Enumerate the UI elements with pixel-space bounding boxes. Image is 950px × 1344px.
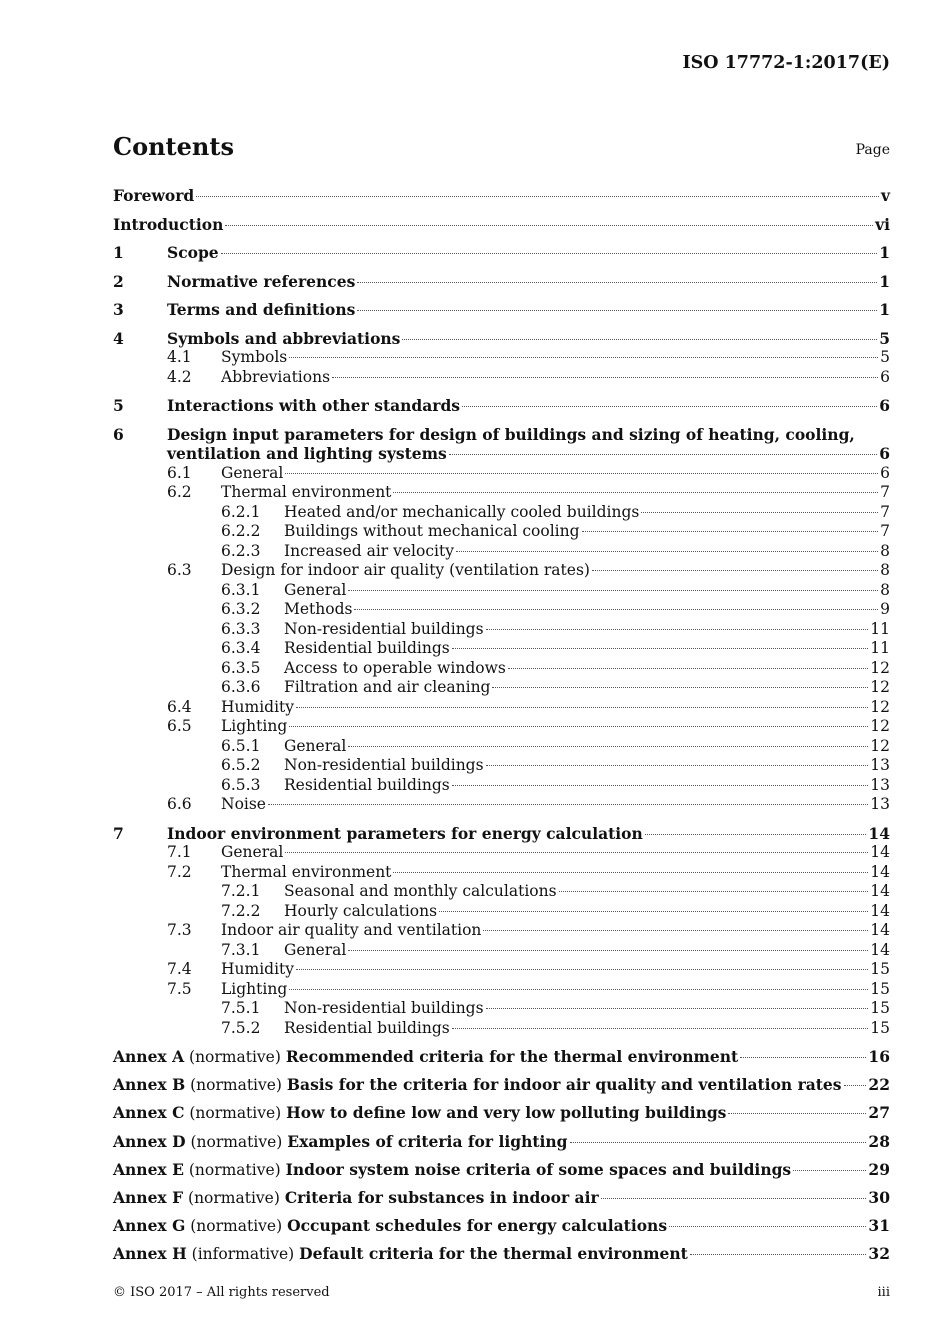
- section-number: 4.2: [167, 367, 192, 386]
- toc-entry-title: Thermal environment: [221, 862, 392, 881]
- toc-entry-section-7[interactable]: [113, 824, 890, 844]
- section-number: 6: [113, 424, 124, 444]
- section-number: 6.5.3: [221, 775, 261, 794]
- toc-entry-section-6-line1[interactable]: [113, 425, 890, 445]
- section-number: 6.3.5: [221, 658, 261, 677]
- toc-entry-page: 12: [870, 717, 890, 735]
- toc-entry-title: General: [284, 736, 347, 755]
- toc-entry-section-2[interactable]: [113, 272, 890, 292]
- dot-leader: [456, 551, 878, 552]
- dot-leader: [483, 930, 868, 931]
- toc-entry-page: 8: [880, 541, 890, 560]
- annex-label: Annex D: [113, 1131, 186, 1151]
- toc-entry-annex[interactable]: [113, 1132, 890, 1152]
- toc-entry-title: Normative references: [167, 271, 356, 291]
- section-number: 7.5.2: [221, 1018, 261, 1037]
- section-number: 6.2.2: [221, 522, 261, 540]
- dot-leader: [289, 989, 868, 990]
- toc-entry-subsection[interactable]: [113, 542, 890, 562]
- toc-entry-page: 12: [870, 736, 890, 755]
- toc-entry-title: Hourly calculations: [284, 901, 438, 920]
- annex-label: Annex E: [113, 1159, 184, 1179]
- toc-entry-page: 8: [880, 561, 890, 579]
- toc-entry-title: Access to operable windows: [284, 658, 506, 677]
- dot-leader: [452, 648, 869, 649]
- dot-leader: [296, 969, 868, 970]
- annex-type: (informative): [191, 1245, 295, 1264]
- toc-entry-page: 15: [870, 1018, 890, 1037]
- section-number: 6.5.2: [221, 756, 261, 774]
- toc-entry-subsection[interactable]: [113, 639, 890, 659]
- toc-entry-subsection[interactable]: [113, 698, 890, 718]
- annex-type: (normative): [189, 1048, 281, 1066]
- toc-entry-page: 22: [868, 1075, 890, 1095]
- toc-entry-page: 8: [880, 580, 890, 599]
- toc-entry-introduction[interactable]: [113, 215, 890, 235]
- toc-entry-title: Filtration and air cleaning: [284, 678, 491, 696]
- section-number: 6.6: [167, 795, 192, 813]
- toc-entry-title: Introduction: [113, 214, 224, 234]
- toc-entry-page: 7: [880, 502, 890, 521]
- toc-entry-title: Design input parameters for design of buildings and sizing of heating, cooling,: [167, 424, 855, 444]
- annex-title: Indoor system noise criteria of some spaces and buildings: [285, 1159, 792, 1179]
- toc-entry-title: [113, 1075, 842, 1096]
- toc-entry-title: Lighting: [221, 979, 288, 998]
- dot-leader: [728, 1113, 866, 1114]
- dot-leader: [357, 310, 877, 311]
- toc-entry-title: General: [221, 843, 284, 861]
- toc-entry-page: 14: [870, 901, 890, 920]
- toc-entry-page: 9: [880, 600, 890, 618]
- section-7-subentries: [113, 843, 890, 1038]
- toc-entry-title: [113, 1188, 599, 1209]
- toc-entry-page: 1: [879, 243, 890, 262]
- dot-leader: [669, 1226, 866, 1227]
- dot-leader: [221, 253, 878, 254]
- section-number: 7.3.1: [221, 940, 261, 959]
- section-number: 6.2: [167, 483, 192, 501]
- toc-entry-title: Abbreviations: [221, 367, 331, 386]
- toc-entry-title-continued: ventilation and lighting systems: [167, 444, 447, 463]
- section-number: 1: [113, 243, 124, 262]
- toc-entry-page: 7: [880, 483, 890, 501]
- section-number: 7.4: [167, 960, 192, 978]
- toc-entry-annex[interactable]: [113, 1216, 890, 1236]
- dot-leader: [452, 785, 869, 786]
- toc-entry-title: [113, 1132, 568, 1153]
- toc-entry-page: 6: [880, 463, 890, 482]
- toc-entry-title: General: [221, 463, 284, 482]
- toc-entry-page: 14: [870, 882, 890, 900]
- toc-entry-page: 5: [880, 348, 890, 366]
- toc-entry-title: [113, 1047, 738, 1068]
- toc-entry-page: 14: [870, 921, 890, 939]
- section-number: 6.1: [167, 463, 192, 482]
- toc-entry-page: 14: [870, 940, 890, 959]
- section-number: 7.2.2: [221, 901, 261, 920]
- annex-label: Annex H: [113, 1244, 187, 1264]
- toc-entry-page: 15: [870, 960, 890, 978]
- annex-type: (normative): [188, 1160, 281, 1179]
- toc-entry-subsection[interactable]: [113, 980, 890, 1000]
- section-number: 6.3.3: [221, 619, 261, 638]
- toc-entry-page: 29: [868, 1159, 890, 1179]
- section-number: 7.3: [167, 921, 192, 939]
- toc-entry-title: Non-residential buildings: [284, 999, 484, 1017]
- toc-entry-title: Indoor air quality and ventilation: [221, 921, 482, 939]
- annex-title: Examples of criteria for lighting: [287, 1131, 568, 1151]
- dot-leader: [393, 872, 868, 873]
- toc-entry-subsection[interactable]: [113, 581, 890, 601]
- toc-entry-title: Symbols: [221, 348, 288, 366]
- dot-leader: [439, 911, 868, 912]
- toc-entry-page: 6: [880, 367, 890, 386]
- dot-leader: [348, 746, 868, 747]
- annex-type: (normative): [188, 1188, 280, 1207]
- dot-leader: [332, 377, 878, 378]
- section-number: 4.1: [167, 348, 192, 366]
- toc-entry-title: Residential buildings: [284, 775, 450, 794]
- toc-entry-section-4[interactable]: [113, 329, 890, 349]
- toc-entry-title: Seasonal and monthly calculations: [284, 882, 557, 900]
- toc-entry-subsection[interactable]: [113, 902, 890, 922]
- toc-entry-title: Residential buildings: [284, 1018, 450, 1037]
- dot-leader: [690, 1254, 867, 1255]
- toc-entry-title: [113, 1244, 688, 1265]
- toc-entry-title: Noise: [221, 795, 266, 813]
- toc-entry-page: 13: [870, 795, 890, 813]
- dot-leader: [348, 590, 878, 591]
- toc-entry-page: 7: [880, 522, 890, 540]
- toc-entry-subsection[interactable]: [113, 368, 890, 388]
- toc-entry-page: 14: [868, 823, 890, 843]
- toc-entry-page: 15: [870, 999, 890, 1017]
- dot-leader: [645, 834, 867, 835]
- toc-entry-page: 27: [868, 1103, 890, 1123]
- annex-label: Annex A: [113, 1047, 185, 1066]
- toc-entry-section-6-line2[interactable]: [113, 444, 890, 464]
- dot-leader: [582, 531, 879, 532]
- section-number: 6.3.4: [221, 639, 261, 657]
- annex-label: Annex F: [113, 1187, 184, 1207]
- toc-entry-title: Foreword: [113, 186, 195, 205]
- toc-entry-page: 32: [868, 1244, 890, 1264]
- section-number: 6.3: [167, 561, 192, 579]
- page-title: Contents: [113, 132, 234, 161]
- annex-label: Annex B: [113, 1075, 186, 1095]
- annex-type: (normative): [189, 1104, 282, 1123]
- toc-entry-title: Buildings without mechanical cooling: [284, 522, 580, 540]
- section-number: 6.3.1: [221, 580, 261, 599]
- dot-leader: [289, 357, 878, 358]
- dot-leader: [225, 225, 873, 226]
- toc-entry-title: Non-residential buildings: [284, 619, 484, 638]
- toc-entry-subsection[interactable]: [113, 659, 890, 679]
- section-6-subentries: [113, 464, 890, 815]
- toc-entry-title: [113, 1216, 667, 1237]
- section-number: 7.5: [167, 979, 192, 998]
- dot-leader: [357, 282, 877, 283]
- toc-entry-subsection[interactable]: [113, 756, 890, 776]
- toc-entry-page: 30: [868, 1187, 890, 1207]
- dot-leader: [508, 668, 868, 669]
- page-column-label: Page: [855, 142, 890, 158]
- dot-leader: [296, 707, 868, 708]
- toc-entry-page: 13: [870, 756, 890, 774]
- toc-entry-subsection[interactable]: [113, 522, 890, 542]
- dot-leader: [196, 196, 879, 197]
- toc-entry-subsection[interactable]: [113, 1019, 890, 1039]
- toc-entry-page: v: [880, 186, 890, 205]
- toc-entry-subsection[interactable]: [113, 561, 890, 581]
- toc-entry-subsection[interactable]: [113, 921, 890, 941]
- toc-entry-title: [113, 1160, 791, 1181]
- toc-entry-title: Methods: [284, 600, 353, 618]
- toc-entry-page: 6: [879, 444, 890, 463]
- toc-entry-annex[interactable]: [113, 1188, 890, 1208]
- toc-entry-title: General: [284, 940, 347, 959]
- dot-leader: [289, 726, 868, 727]
- annex-type: (normative): [190, 1132, 283, 1151]
- dot-leader: [559, 891, 869, 892]
- footer-page-number: iii: [877, 1285, 890, 1300]
- toc-entry-page: 14: [870, 843, 890, 861]
- toc-entry-title: Scope: [167, 243, 219, 262]
- annex-type: (normative): [190, 1076, 282, 1095]
- dot-leader: [592, 570, 878, 571]
- toc-entry-subsection[interactable]: [113, 795, 890, 815]
- dot-leader: [285, 852, 868, 853]
- toc-entry-subsection[interactable]: [113, 882, 890, 902]
- toc-entry-title: [113, 1103, 726, 1124]
- annex-type: (normative): [190, 1217, 283, 1236]
- footer-copyright: © ISO 2017 – All rights reserved: [113, 1285, 330, 1300]
- section-number: 6.2.3: [221, 541, 261, 560]
- dot-leader: [601, 1198, 867, 1199]
- toc-entry-page: 31: [868, 1216, 890, 1236]
- toc-entry-foreword[interactable]: [113, 186, 890, 206]
- toc-entry-title: Non-residential buildings: [284, 756, 484, 774]
- dot-leader: [844, 1085, 867, 1086]
- dot-leader: [793, 1170, 866, 1171]
- toc-entry-page: vi: [875, 214, 890, 234]
- toc-entry-subsection[interactable]: [113, 600, 890, 620]
- dot-leader: [285, 473, 878, 474]
- toc-entry-title: Design for indoor air quality (ventilation rates): [221, 561, 590, 579]
- toc-entry-subsection[interactable]: [113, 717, 890, 737]
- toc-entry-title: Lighting: [221, 717, 288, 735]
- dot-leader: [740, 1057, 866, 1058]
- toc-entry-page: 12: [870, 678, 890, 696]
- section-number: 4: [113, 328, 124, 348]
- toc-entry-title: Heated and/or mechanically cooled buildings: [284, 502, 640, 521]
- section-number: 6.5: [167, 717, 192, 735]
- annex-title: Default criteria for the thermal environment: [299, 1244, 688, 1264]
- toc-entry-page: 15: [870, 979, 890, 998]
- annex-label: Annex C: [113, 1103, 185, 1123]
- annex-title: Criteria for substances in indoor air: [284, 1187, 599, 1207]
- toc-entry-annex[interactable]: [113, 1075, 890, 1095]
- dot-leader: [402, 339, 877, 340]
- section-number: 7.1: [167, 843, 192, 861]
- toc-entry-section-5[interactable]: [113, 396, 890, 416]
- toc-entry-page: 1: [879, 300, 890, 319]
- toc-entry-section-3[interactable]: [113, 300, 890, 320]
- section-number: 5: [113, 396, 124, 415]
- section-number: 6.4: [167, 697, 192, 716]
- section-number: 6.2.1: [221, 502, 261, 521]
- section-number: 6.3.6: [221, 678, 261, 696]
- section-number: 7.2: [167, 862, 192, 881]
- toc-entry-page: 11: [870, 639, 890, 657]
- toc-entry-page: 13: [870, 775, 890, 794]
- table-of-contents: [113, 186, 890, 1264]
- toc-entry-subsection[interactable]: [113, 960, 890, 980]
- toc-entry-subsection[interactable]: [113, 999, 890, 1019]
- section-number: 3: [113, 300, 124, 319]
- toc-entry-subsection[interactable]: [113, 348, 890, 368]
- toc-entry-title: Terms and definitions: [167, 300, 356, 319]
- toc-entry-subsection[interactable]: [113, 737, 890, 757]
- dot-leader: [449, 454, 877, 455]
- toc-entry-page: 6: [879, 396, 890, 415]
- toc-entry-subsection[interactable]: [113, 678, 890, 698]
- dot-leader: [393, 492, 878, 493]
- toc-entry-subsection[interactable]: [113, 483, 890, 503]
- section-number: 7: [113, 823, 124, 843]
- dot-leader: [452, 1028, 869, 1029]
- toc-entry-annex[interactable]: [113, 1244, 890, 1264]
- annex-list: [113, 1047, 890, 1264]
- dot-leader: [486, 629, 869, 630]
- toc-entry-subsection[interactable]: [113, 941, 890, 961]
- dot-leader: [641, 512, 878, 513]
- dot-leader: [486, 1008, 869, 1009]
- dot-leader: [486, 765, 869, 766]
- toc-entry-subsection[interactable]: [113, 464, 890, 484]
- toc-entry-page: 28: [868, 1131, 890, 1151]
- section-number: 6.3.2: [221, 600, 261, 618]
- toc-entry-annex[interactable]: [113, 1160, 890, 1180]
- dot-leader: [354, 609, 878, 610]
- toc-entry-subsection[interactable]: [113, 620, 890, 640]
- toc-entry-subsection[interactable]: [113, 776, 890, 796]
- section-number: 7.2.1: [221, 882, 261, 900]
- dot-leader: [348, 950, 868, 951]
- toc-entry-subsection[interactable]: [113, 503, 890, 523]
- toc-entry-annex[interactable]: [113, 1047, 890, 1067]
- dot-leader: [570, 1142, 867, 1143]
- toc-entry-title: Increased air velocity: [284, 541, 454, 560]
- toc-entry-page: 1: [879, 271, 890, 291]
- dot-leader: [492, 687, 868, 688]
- toc-entry-section-1[interactable]: [113, 243, 890, 263]
- toc-entry-title: Interactions with other standards: [167, 396, 461, 415]
- toc-entry-subsection[interactable]: [113, 863, 890, 883]
- toc-entry-annex[interactable]: [113, 1103, 890, 1123]
- section-number: 2: [113, 271, 124, 291]
- toc-entry-page: 12: [870, 658, 890, 677]
- toc-entry-title: Humidity: [221, 960, 295, 978]
- section-number: 6.5.1: [221, 736, 261, 755]
- toc-entry-subsection[interactable]: [113, 843, 890, 863]
- annex-title: Occupant schedules for energy calculations: [287, 1216, 668, 1236]
- toc-entry-title: General: [284, 580, 347, 599]
- annex-title: How to define low and very low polluting buildings: [286, 1103, 727, 1123]
- toc-entry-page: 16: [868, 1047, 890, 1066]
- dot-leader: [268, 804, 868, 805]
- toc-entry-title: Humidity: [221, 697, 295, 716]
- toc-entry-page: 5: [879, 328, 890, 348]
- annex-title: Basis for the criteria for indoor air quality and ventilation rates: [286, 1075, 842, 1095]
- annex-title: Recommended criteria for the thermal environment: [285, 1047, 739, 1066]
- toc-entry-page: 12: [870, 697, 890, 716]
- annex-label: Annex G: [113, 1216, 186, 1236]
- toc-entry-title: Indoor environment parameters for energy calculation: [167, 823, 643, 843]
- toc-entry-title: Symbols and abbreviations: [167, 328, 401, 348]
- toc-entry-title: Residential buildings: [284, 639, 450, 657]
- document-standard-number: ISO 17772-1:2017(E): [682, 53, 890, 73]
- toc-entry-title: Thermal environment: [221, 483, 392, 501]
- section-number: 7.5.1: [221, 999, 261, 1017]
- toc-entry-page: 11: [870, 619, 890, 638]
- toc-entry-page: 14: [870, 862, 890, 881]
- dot-leader: [462, 406, 877, 407]
